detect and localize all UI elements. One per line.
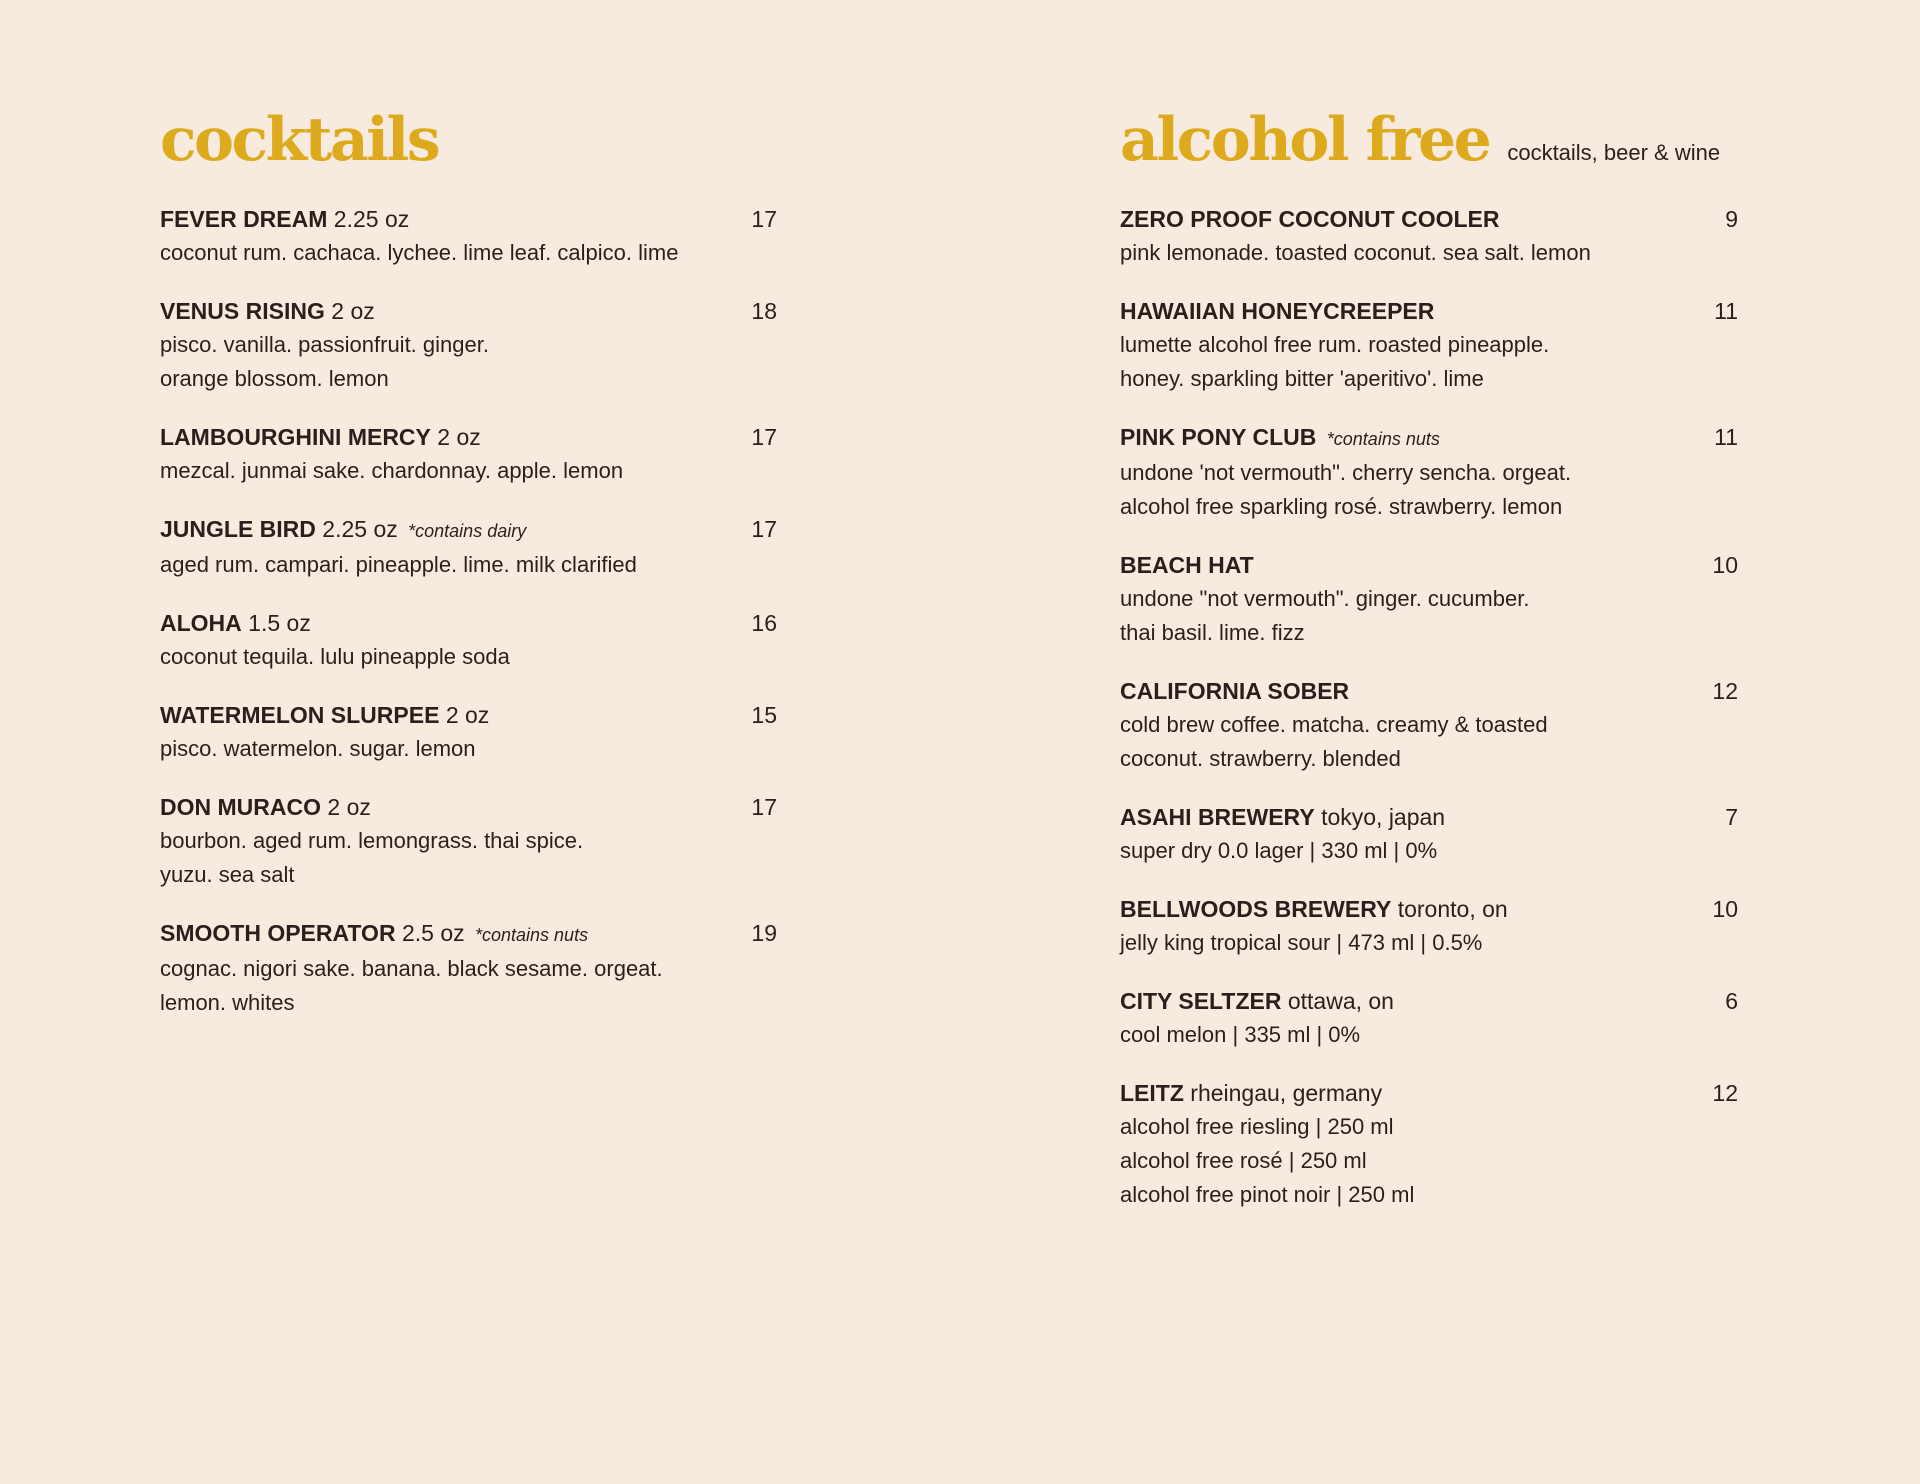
menu-item-name: FEVER DREAM [160,206,328,232]
menu-item-price: 12 [1712,1080,1738,1106]
cocktails-list [160,202,777,1020]
menu-item-name: ALOHA [160,610,242,636]
menu-item-description: pink lemonade. toasted coconut. sea salt. lemon [1120,240,1591,265]
menu-item-name: PINK PONY CLUB [1120,424,1317,450]
menu-item-detail: 1.5 oz [248,610,311,636]
menu-item-description: coconut rum. cachaca. lychee. lime leaf. calpico. lime [160,240,679,265]
menu-item [160,202,777,270]
menu-item-detail: tokyo, japan [1321,804,1446,830]
menu-item-description: aged rum. campari. pineapple. lime. milk clarified [160,552,637,577]
menu-item-note: *contains nuts [1326,429,1440,449]
menu-item-price: 19 [751,920,777,946]
menu-item-description: orange blossom. lemon [160,366,389,391]
menu-item-name: HAWAIIAN HONEYCREEPER [1120,298,1435,324]
menu-item-header [160,698,777,732]
menu-item-description: thai basil. lime. fizz [1120,620,1305,645]
menu-item [1120,420,1738,524]
menu-item-price: 11 [1714,298,1738,324]
menu-item [160,790,777,892]
menu-item [1120,294,1738,396]
menu-item-header [160,294,777,328]
menu-item-name: BEACH HAT [1120,552,1254,578]
menu-item-description: cognac. nigori sake. banana. black sesame. orgeat. [160,956,663,981]
menu-item-note: *contains nuts [475,925,589,945]
menu-item-header [1120,420,1738,456]
menu-item-detail: 2.25 oz [333,206,410,232]
menu-item-description: super dry 0.0 lager | 330 ml | 0% [1120,838,1438,863]
menu-item-detail: 2 oz [445,702,490,728]
menu-item-header [1120,202,1738,236]
menu-item-name: ZERO PROOF COCONUT COOLER [1120,206,1500,232]
alcohol-free-section [1120,100,1738,1236]
menu-item-price: 16 [751,610,777,636]
menu-item-name: VENUS RISING [160,298,325,324]
alcohol-free-title: alcohol free [1120,105,1490,175]
menu-item-detail: 2.5 oz [401,920,465,946]
menu-item-detail: 2 oz [437,424,481,450]
menu-item-description: lemon. whites [160,990,295,1015]
menu-item-name: DON MURACO [160,794,321,820]
menu-item-price: 17 [751,424,777,450]
alcohol-free-header [1120,100,1738,180]
menu-item-header [160,916,777,952]
menu-item-description: alcohol free sparkling rosé. strawberry. lemon [1120,494,1563,519]
menu-item-header [160,202,777,236]
menu-item [1120,202,1738,270]
cocktails-title: cocktails [160,105,439,175]
menu-item-description: cool melon | 335 ml | 0% [1120,1022,1361,1047]
menu-item-price: 11 [1714,424,1738,450]
menu-item-description: alcohol free riesling | 250 ml [1120,1114,1394,1139]
menu-item-description: undone "not vermouth". ginger. cucumber. [1120,586,1530,611]
menu-item [1120,1076,1738,1212]
menu-item-header [160,606,777,640]
menu-item-description: lumette alcohol free rum. roasted pineapple. [1120,332,1550,357]
menu-item-detail: 2 oz [331,298,375,324]
menu-item [160,606,777,674]
cocktails-section [160,100,777,1044]
menu-item-price: 6 [1725,988,1738,1014]
alcohol-free-list [1120,202,1738,1212]
menu-item-header [1120,984,1738,1018]
menu-item-description: cold brew coffee. matcha. creamy & toasted [1120,712,1548,737]
menu-item-name: ASAHI BREWERY [1120,804,1315,830]
menu-item-price: 18 [751,298,777,324]
menu-item-name: CALIFORNIA SOBER [1120,678,1350,704]
menu-item-name: LAMBOURGHINI MERCY [160,424,431,450]
menu-item-description: coconut. strawberry. blended [1120,746,1401,771]
menu-item [160,512,777,582]
menu-item-name: LEITZ [1120,1080,1184,1106]
menu-item-header [1120,294,1738,328]
menu-item-note: *contains dairy [408,521,527,541]
menu-item-detail: 2 oz [327,794,371,820]
menu-item [160,698,777,766]
menu-item-name: JUNGLE BIRD [160,516,316,542]
menu-item-price: 17 [751,516,777,542]
menu-item-price: 15 [751,702,777,728]
menu-item [160,294,777,396]
menu-item-header [1120,674,1738,708]
menu-item-header [1120,892,1738,926]
menu-item-header [160,790,777,824]
menu-item-description: alcohol free pinot noir | 250 ml [1120,1182,1415,1207]
menu-item-header [1120,1076,1738,1110]
menu-item-price: 10 [1712,896,1738,922]
menu-item [160,916,777,1020]
menu-item-header [160,512,777,548]
menu-item-description: bourbon. aged rum. lemongrass. thai spice. [160,828,584,853]
menu-item-description: coconut tequila. lulu pineapple soda [160,644,510,669]
menu-item [160,420,777,488]
menu-item-name: BELLWOODS BREWERY [1120,896,1392,922]
menu-item-description: mezcal. junmai sake. chardonnay. apple. lemon [160,458,624,483]
menu-item-price: 17 [751,206,777,232]
alcohol-free-subtitle: cocktails, beer & wine [1507,140,1721,165]
menu-item-name: WATERMELON SLURPEE [160,702,440,728]
menu-item-detail: ottawa, on [1287,988,1394,1014]
menu-item-detail: 2.25 oz [322,516,398,542]
menu-item-price: 9 [1725,206,1738,232]
menu-item-detail: rheingau, germany [1190,1080,1383,1106]
menu-item-price: 17 [751,794,777,820]
menu-item-description: honey. sparkling bitter 'aperitivo'. lime [1120,366,1484,391]
menu-item-header [1120,548,1738,582]
menu-item [1120,984,1738,1052]
menu-item-detail: toronto, on [1397,896,1508,922]
cocktails-header [160,100,777,180]
menu-item [1120,800,1738,868]
menu-item-header [1120,800,1738,834]
menu-item-name: SMOOTH OPERATOR [160,920,396,946]
menu-item-description: undone 'not vermouth". cherry sencha. orgeat. [1120,460,1572,485]
menu-item-header [160,420,777,454]
menu-item [1120,548,1738,650]
menu-item-price: 10 [1712,552,1738,578]
menu-item-description: pisco. watermelon. sugar. lemon [160,736,476,761]
menu-item [1120,892,1738,960]
menu-item-description: jelly king tropical sour | 473 ml | 0.5% [1120,930,1483,955]
menu-item-price: 12 [1712,678,1738,704]
menu-item [1120,674,1738,776]
menu-item-description: yuzu. sea salt [160,862,295,887]
menu-item-description: pisco. vanilla. passionfruit. ginger. [160,332,489,357]
menu-item-description: alcohol free rosé | 250 ml [1120,1148,1367,1173]
menu-item-name: CITY SELTZER [1120,988,1282,1014]
menu-item-price: 7 [1725,804,1738,830]
